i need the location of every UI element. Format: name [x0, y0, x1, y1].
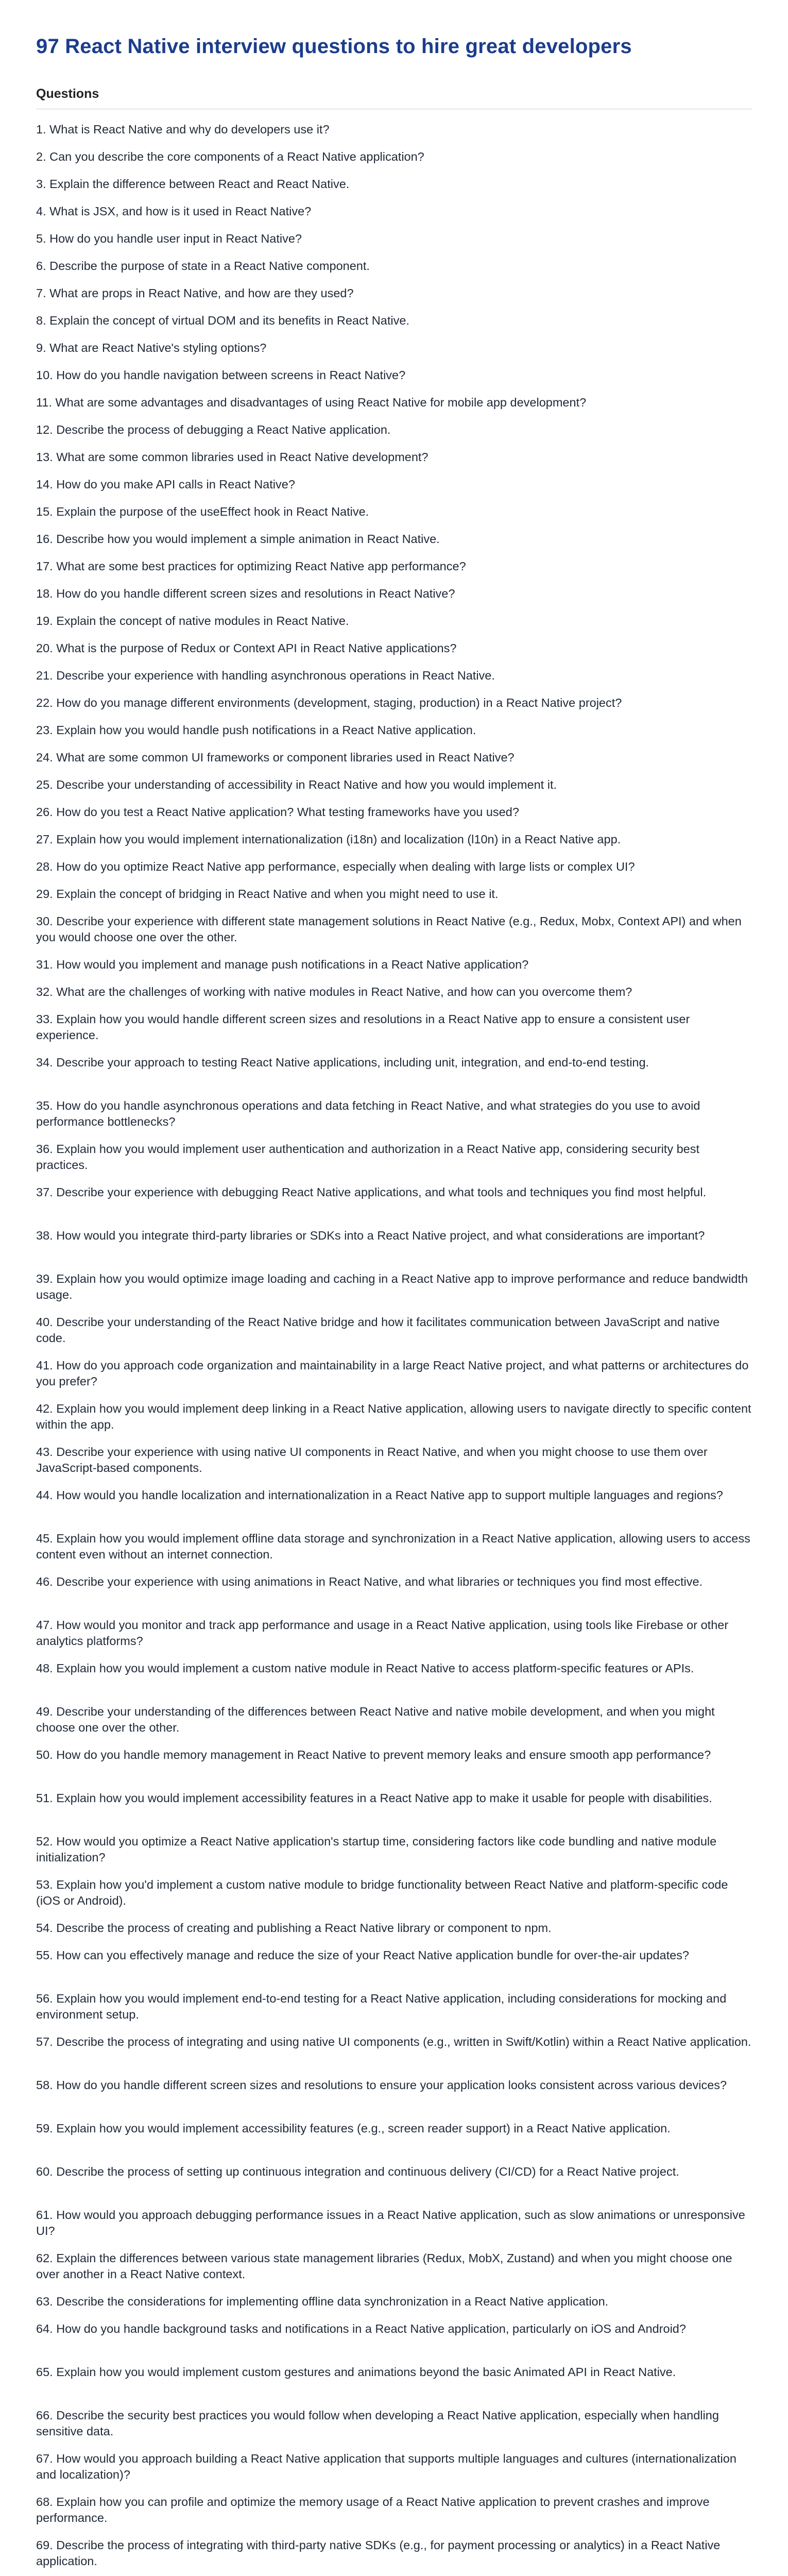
question-item: 54. Describe the process of creating and publishing a React Native library or component to npm.: [36, 1921, 552, 1935]
question-item: 24. What are some common UI frameworks or component libraries used in React Native?: [36, 751, 515, 764]
question-item: 44. How would you handle localization and internationalization in a React Native app to support multiple languages and regions?: [36, 1488, 723, 1502]
question-item: 42. Explain how you would implement deep linking in a React Native application, allowing users to navigate directly to specific content within the app.: [36, 1402, 751, 1431]
question-item: 66. Describe the security best practices you would follow when developing a React Native application, especially when handling sensitive data.: [36, 2409, 719, 2438]
question-item: 45. Explain how you would implement offline data storage and synchronization in a React Native application, allowing users to access content even without an internet connection.: [36, 1532, 750, 1561]
section-heading-questions: Questions: [36, 87, 99, 101]
question-item: 46. Describe your experience with using animations in React Native, and what libraries or techniques you find most effective.: [36, 1575, 703, 1588]
question-item: 5. How do you handle user input in React Native?: [36, 232, 302, 245]
question-item: 55. How can you effectively manage and reduce the size of your React Native application bundle for over-the-air updates?: [36, 1948, 690, 1962]
question-item: 67. How would you approach building a React Native application that supports multiple languages and cultures (internationalization and localization)?: [36, 2452, 736, 2481]
question-item: 33. Explain how you would handle different screen sizes and resolutions in a React Native app to ensure a consistent user experience.: [36, 1012, 690, 1042]
question-item: 9. What are React Native's styling options?: [36, 341, 267, 354]
question-item: 49. Describe your understanding of the differences between React Native and native mobile development, and when you might choose one over the other.: [36, 1705, 715, 1734]
question-item: 64. How do you handle background tasks and notifications in a React Native application, particularly on iOS and Android?: [36, 2322, 686, 2335]
question-item: 38. How would you integrate third-party libraries or SDKs into a React Native project, and what considerations are important?: [36, 1229, 705, 1242]
question-item: 23. Explain how you would handle push notifications in a React Native application.: [36, 723, 476, 737]
question-item: 22. How do you manage different environments (development, staging, production) in a React Native project?: [36, 696, 622, 709]
question-item: 12. Describe the process of debugging a React Native application.: [36, 423, 391, 436]
question-item: 63. Describe the considerations for implementing offline data synchronization in a React Native application.: [36, 2295, 609, 2308]
page-title: 97 React Native interview questions to hire great developers: [36, 35, 632, 58]
question-item: 52. How would you optimize a React Native application's startup time, considering factors like code bundling and native module initialization?: [36, 1835, 717, 1864]
question-item: 51. Explain how you would implement accessibility features in a React Native app to make it usable for people with disabilities.: [36, 1791, 712, 1805]
question-item: 58. How do you handle different screen sizes and resolutions to ensure your application looks consistent across various devices?: [36, 2078, 727, 2092]
question-item: 56. Explain how you would implement end-to-end testing for a React Native application, including considerations for mocking and environment setup.: [36, 1992, 727, 2021]
question-item: 61. How would you approach debugging performance issues in a React Native application, such as slow animations or unresponsive UI?: [36, 2208, 745, 2238]
question-item: 57. Describe the process of integrating and using native UI components (e.g., written in Swift/Kotlin) within a React Native application.: [36, 2035, 751, 2048]
question-item: 14. How do you make API calls in React Native?: [36, 478, 295, 491]
question-item: 62. Explain the differences between various state management libraries (Redux, MobX, Zustand) and when you might choose one over another in a React Native context.: [36, 2251, 732, 2281]
question-item: 27. Explain how you would implement internationalization (i18n) and localization (l10n) in a React Native app.: [36, 833, 621, 846]
question-item: 65. Explain how you would implement custom gestures and animations beyond the basic Animated API in React Native.: [36, 2365, 676, 2379]
question-item: 60. Describe the process of setting up continuous integration and continuous delivery (CI/CD) for a React Native project.: [36, 2165, 679, 2178]
question-item: 36. Explain how you would implement user authentication and authorization in a React Native app, considering security best practices.: [36, 1142, 700, 1172]
question-item: 10. How do you handle navigation between screens in React Native?: [36, 368, 406, 382]
question-item: 4. What is JSX, and how is it used in React Native?: [36, 205, 312, 218]
question-item: 6. Describe the purpose of state in a React Native component.: [36, 259, 370, 273]
question-item: 29. Explain the concept of bridging in React Native and when you might need to use it.: [36, 887, 499, 901]
question-item: 17. What are some best practices for optimizing React Native app performance?: [36, 560, 466, 573]
question-item: 68. Explain how you can profile and optimize the memory usage of a React Native application to prevent crashes and improve performance.: [36, 2495, 710, 2524]
question-item: 15. Explain the purpose of the useEffect hook in React Native.: [36, 505, 369, 518]
question-item: 13. What are some common libraries used in React Native development?: [36, 450, 429, 464]
question-item: 48. Explain how you would implement a custom native module in React Native to access platform-specific features or APIs.: [36, 1662, 694, 1675]
question-item: 20. What is the purpose of Redux or Context API in React Native applications?: [36, 641, 457, 655]
question-item: 47. How would you monitor and track app performance and usage in a React Native application, using tools like Firebase or other analytics platforms?: [36, 1618, 729, 1648]
question-item: 35. How do you handle asynchronous operations and data fetching in React Native, and what strategies do you use to avoid performance bottlenecks?: [36, 1099, 700, 1128]
question-item: 50. How do you handle memory management in React Native to prevent memory leaks and ensure smooth app performance?: [36, 1748, 711, 1761]
question-item: 2. Can you describe the core components of a React Native application?: [36, 150, 424, 163]
question-item: 37. Describe your experience with debugging React Native applications, and what tools and techniques you find most helpful.: [36, 1185, 707, 1199]
question-item: 18. How do you handle different screen sizes and resolutions in React Native?: [36, 587, 455, 600]
question-item: 25. Describe your understanding of accessibility in React Native and how you would implement it.: [36, 778, 557, 791]
question-item: 19. Explain the concept of native modules in React Native.: [36, 614, 349, 628]
question-item: 16. Describe how you would implement a simple animation in React Native.: [36, 532, 440, 546]
question-item: 3. Explain the difference between React and React Native.: [36, 177, 350, 191]
question-item: 28. How do you optimize React Native app performance, especially when dealing with large lists or complex UI?: [36, 860, 635, 873]
question-item: 43. Describe your experience with using native UI components in React Native, and when you might choose to use them over JavaScript-based components.: [36, 1445, 708, 1475]
questions-list: [36, 122, 752, 2576]
question-item: 1. What is React Native and why do developers use it?: [36, 123, 330, 136]
question-item: 7. What are props in React Native, and how are they used?: [36, 286, 354, 300]
question-item: 40. Describe your understanding of the React Native bridge and how it facilitates communication between JavaScript and native code.: [36, 1315, 720, 1345]
question-item: 8. Explain the concept of virtual DOM and its benefits in React Native.: [36, 314, 409, 327]
question-item: 41. How do you approach code organization and maintainability in a large React Native project, and what patterns or architectures do you prefer?: [36, 1359, 749, 1388]
question-item: 31. How would you implement and manage push notifications in a React Native application?: [36, 958, 529, 971]
question-item: 39. Explain how you would optimize image loading and caching in a React Native app to improve performance and reduce bandwidth usage.: [36, 1272, 748, 1301]
question-item: 26. How do you test a React Native application? What testing frameworks have you used?: [36, 805, 519, 819]
question-item: 11. What are some advantages and disadvantages of using React Native for mobile app development?: [36, 396, 587, 409]
question-item: 21. Describe your experience with handling asynchronous operations in React Native.: [36, 669, 495, 682]
question-item: 32. What are the challenges of working with native modules in React Native, and how can you overcome them?: [36, 985, 632, 998]
question-item: 53. Explain how you'd implement a custom native module to bridge functionality between React Native and platform-specific code (iOS or Android).: [36, 1878, 728, 1907]
question-item: 59. Explain how you would implement accessibility features (e.g., screen reader support) in a React Native application.: [36, 2122, 671, 2135]
question-item: 69. Describe the process of integrating with third-party native SDKs (e.g., for payment processing or analytics) in a React Native application.: [36, 2538, 721, 2568]
question-item: 34. Describe your approach to testing React Native applications, including unit, integration, and end-to-end testing.: [36, 1056, 649, 1069]
question-item: 30. Describe your experience with different state management solutions in React Native (e.g., Redux, Mobx, Context API) and when you would choose one over the other.: [36, 914, 742, 944]
